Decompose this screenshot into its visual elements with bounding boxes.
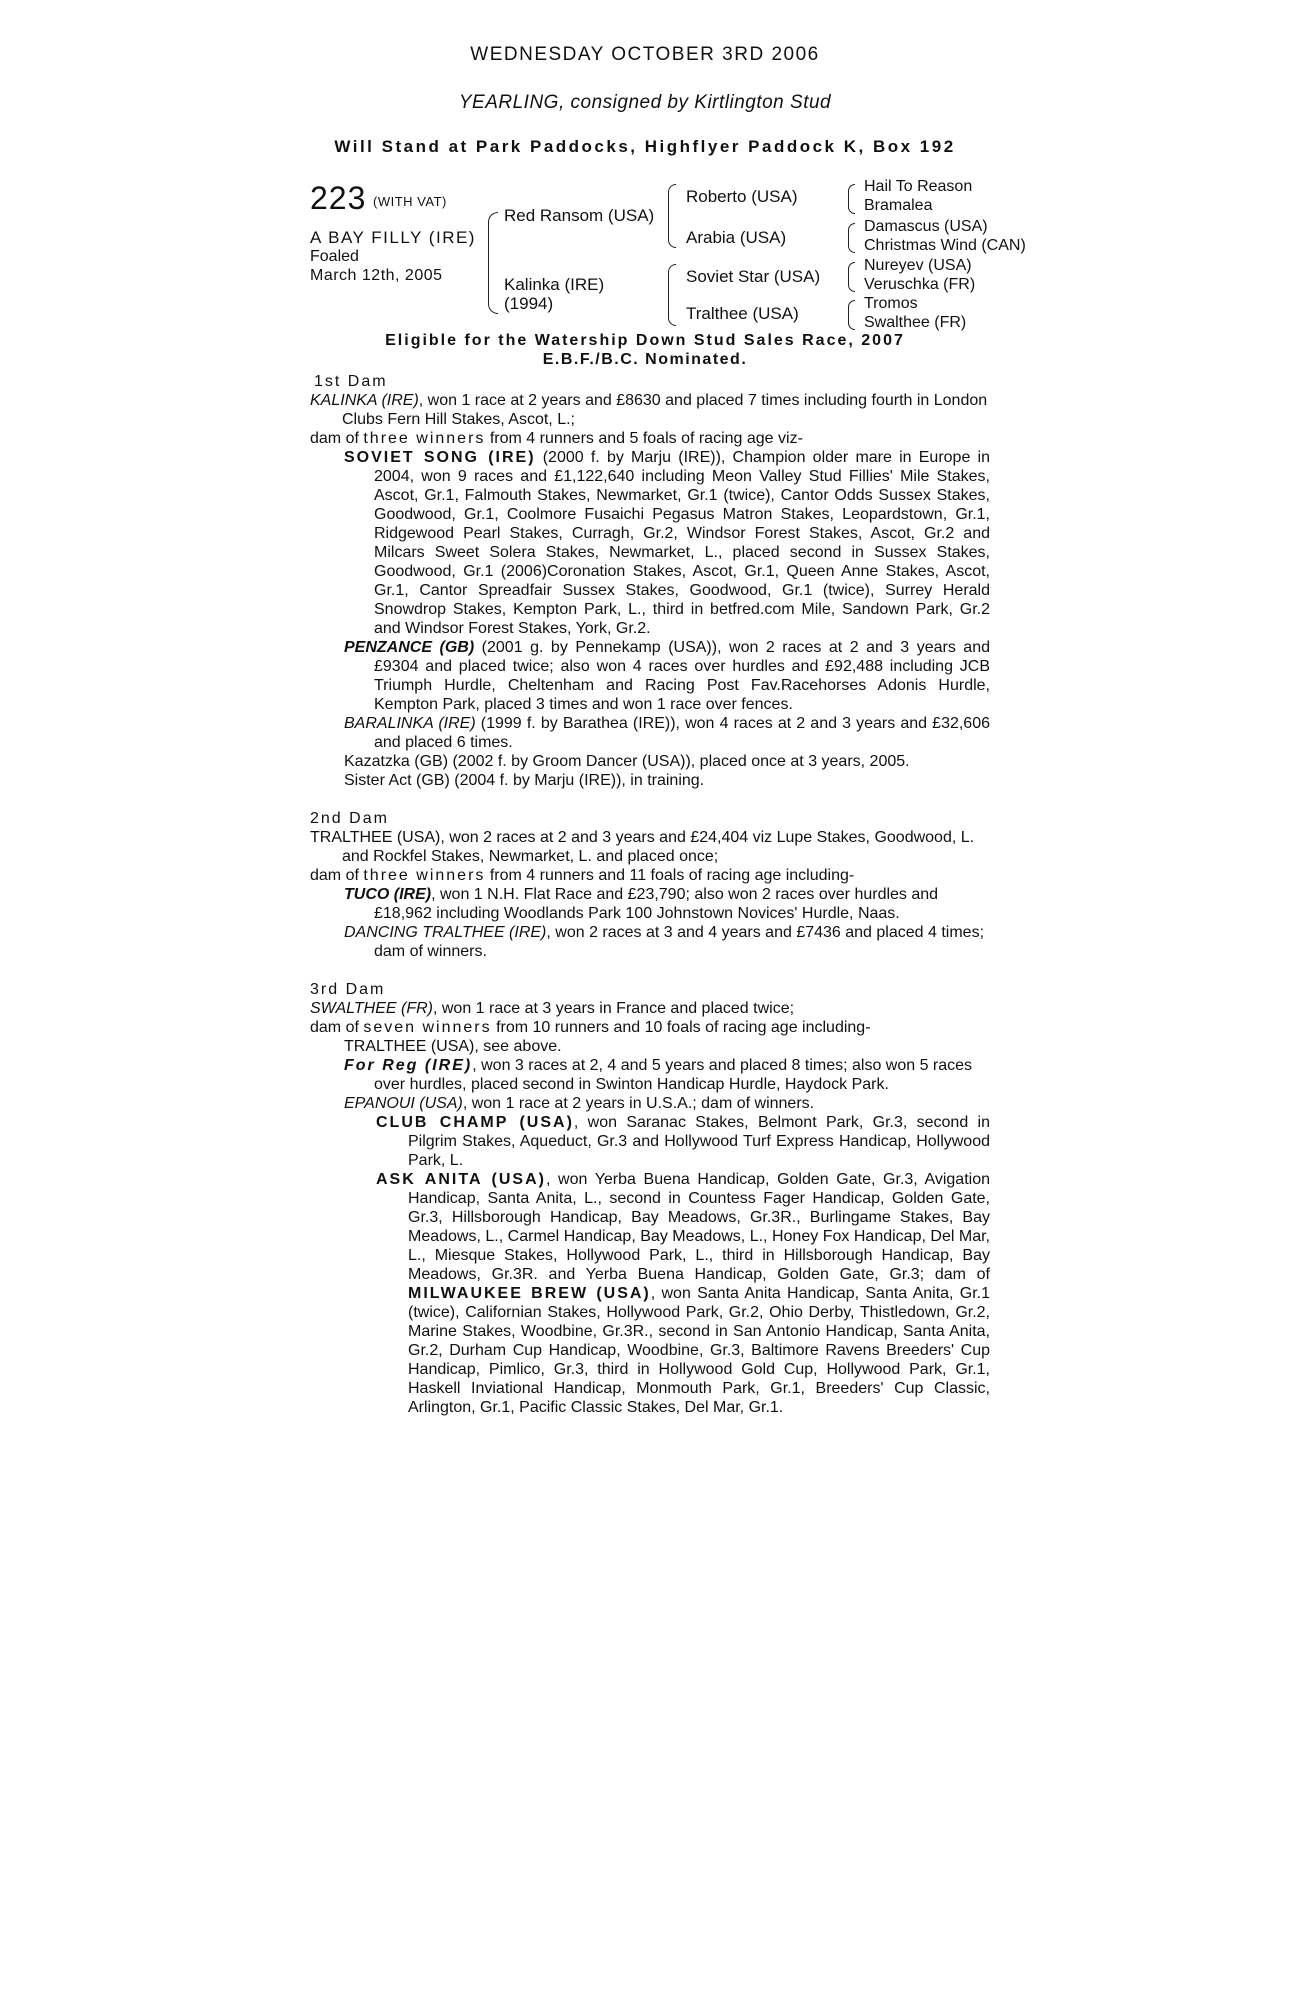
produce-kazatzka: Kazatzka (GB) (2002 f. by Groom Dancer (USA)), placed once at 3 years, 2005. — [344, 753, 910, 770]
epanoui-name: EPANOUI (USA) — [344, 1095, 463, 1112]
lot-title: A BAY FILLY (IRE) — [310, 228, 476, 247]
pedigree-g8: Swalthee (FR) — [864, 314, 967, 331]
produce-count: three winners — [363, 430, 486, 447]
first-dam-name: KALINKA (IRE) — [310, 392, 419, 409]
tuco-name: TUCO (IRE) — [344, 886, 432, 903]
pedigree-sire-dam: Arabia (USA) — [686, 228, 787, 247]
produce-count: three winners — [363, 867, 486, 884]
produce-suffix: from 4 runners and 11 foals of racing age including- — [485, 867, 855, 884]
pedigree-sire-sire: Roberto (USA) — [686, 187, 798, 206]
pedigree-sire: Red Ransom (USA) — [504, 206, 655, 225]
produce-tuco — [344, 885, 990, 923]
dam-details — [310, 372, 990, 1417]
second-dam-text: , won 2 races at 2 and 3 years and £24,404 viz Lupe Stakes, Goodwood, L. and Rockfel Stakes, Newmarket, L. and placed once; — [342, 829, 975, 865]
ask-anita-text: , won Yerba Buena Handicap, Golden Gate, Gr.3, Avigation Handicap, Santa Anita, L., second in Countess Fager Handicap, Golden Gate, Gr.3, Hillsborough Handicap, Bay Meadows, Gr.3R., Burlingame Stakes, Bay Meadows, L., Carmel Handicap, Bay Meadows, L., Honey Fox Handicap, Del Mar, L., Miesque Stakes, Hollywood Park, L., third in Hillsborough Handicap, Bay Meadows, Gr.3R. and Yerba Buena Handicap, Golden Gate, Gr.3; dam of — [408, 1171, 990, 1283]
produce-suffix: from 10 runners and 10 foals of racing age including- — [491, 1019, 871, 1036]
pedigree-g2: Bramalea — [864, 197, 933, 214]
pedigree-g1: Hail To Reason — [864, 178, 973, 195]
consignment-line: YEARLING, consigned by Kirtlington Stud — [458, 92, 832, 113]
soviet-song-name: SOVIET SONG (IRE) — [344, 449, 536, 466]
tralthee-text: , see above. — [474, 1038, 562, 1055]
produce-dancing-tralthee — [344, 923, 990, 961]
first-dam-text: , won 1 race at 2 years and £8630 and placed 7 times including fourth in London Clubs Fern Hill Stakes, Ascot, L.; — [342, 392, 988, 428]
third-dam-produce — [310, 1018, 990, 1037]
first-dam-heading: 1st Dam — [314, 373, 388, 390]
baralinka-name: BARALINKA (IRE) — [344, 715, 476, 732]
first-dam-produce — [310, 429, 990, 448]
milwaukee-brew-text: , won Santa Anita Handicap, Santa Anita, Gr.1 (twice), Californian Stakes, Hollywood Park, Gr.2, Ohio Derby, Thistledown, Gr.2, Marine Stakes, Woodbine, Gr.3R., second in San Antonio Handicap, Santa Anita, Gr.2, Durham Cup Handicap, Woodbine, Gr.3, Baltimore Ravens Breeders' Cup Handicap, Pimlico, Gr.3, third in Hollywood Gold Cup, Hollywood Park, Gr.1, Haskell Inviational Handicap, Monmouth Park, Gr.1, Breeders' Cup Classic, Arlington, Gr.1, Pacific Classic Stakes, Del Mar, Gr.1. — [408, 1285, 990, 1416]
pedigree-bracket-g4 — [848, 300, 855, 330]
club-champ-text: , won Saranac Stakes, Belmont Park, Gr.3, second in Pilgrim Stakes, Aqueduct, Gr.3 and Hollywood Turf Express Handicap, Hollywood Park, L. — [408, 1114, 991, 1169]
third-dam-heading: 3rd Dam — [310, 981, 386, 998]
foaled-date: March 12th, 2005 — [310, 267, 443, 284]
ask-anita-name: ASK ANITA (USA) — [376, 1171, 546, 1188]
dancing-tralthee-text: , won 2 races at 3 and 4 years and £7436 and placed 4 times; dam of winners. — [374, 924, 985, 960]
produce-prefix: dam of — [310, 867, 364, 884]
third-dam-text: , won 1 race at 3 years in France and placed twice; — [432, 1000, 795, 1017]
produce-baralinka — [344, 714, 990, 752]
produce-tralthee — [344, 1037, 990, 1056]
foaled-label: Foaled — [310, 248, 359, 265]
penzance-name: PENZANCE (GB) — [344, 639, 475, 656]
third-dam-record — [310, 999, 990, 1018]
produce-suffix: from 4 runners and 5 foals of racing age viz- — [485, 430, 803, 447]
nomination-line: E.B.F./B.C. Nominated. — [542, 351, 748, 368]
second-dam-heading: 2nd Dam — [310, 810, 389, 827]
pedigree-g7: Tromos — [864, 295, 918, 312]
pedigree-g5: Nureyev (USA) — [864, 257, 972, 274]
first-dam-record — [310, 391, 990, 429]
pedigree-dam-sire: Soviet Star (USA) — [686, 267, 821, 286]
pedigree-bracket-g3 — [848, 262, 855, 292]
pedigree-g6: Veruschka (FR) — [864, 276, 976, 293]
pedigree-bracket-sire — [668, 184, 676, 248]
produce-count: seven winners — [363, 1019, 492, 1036]
tuco-text: , won 1 N.H. Flat Race and £23,790; also won 2 races over hurdles and £18,962 including Woodlands Park 100 Johnstown Novices' Hurdle, Naas. — [374, 886, 939, 922]
for-reg-text: , won 3 races at 2, 4 and 5 years and placed 8 times; also won 5 races over hurdles, placed second in Swinton Handicap Hurdle, Haydock Park. — [374, 1057, 973, 1093]
sale-date: WEDNESDAY OCTOBER 3RD 2006 — [470, 44, 820, 65]
eligibility-line: Eligible for the Watership Down Stud Sales Race, 2007 — [385, 332, 905, 349]
soviet-song-text: (2000 f. by Marju (IRE)), Champion older mare in Europe in 2004, won 9 races and £1,122,640 including Meon Valley Stud Fillies' Mile Stakes, Ascot, Gr.1, Falmouth Stakes, Newmarket, Gr.1 (twice), Cantor Odds Sussex Stakes, Goodwood, Gr.1, Coolmore Fusaichi Pegasus Matron Stakes, Leopardstown, Gr.1, Ridgewood Pearl Stakes, Curragh, Gr.2, Windsor Forest Stakes, Ascot, Gr.2 and Milcars Sweet Solera Stakes, Newmarket, L., placed second in Sussex Stakes, Goodwood, Gr.1 (2006)Coronation Stakes, Ascot, Gr.1, Queen Anne Stakes, Ascot, Gr.1, Cantor Spreadfair Sussex Stakes, Goodwood, Gr.1 (twice), Surrey Herald Snowdrop Stakes, Kempton Park, L., third in betfred.com Mile, Sandown Park, Gr.2 and Windsor Forest Stakes, York, Gr.2. — [374, 449, 991, 637]
produce-club-champ — [376, 1113, 990, 1170]
tralthee-name: TRALTHEE (USA) — [344, 1038, 475, 1055]
produce-for-reg — [344, 1056, 990, 1094]
produce-sister-act: Sister Act (GB) (2004 f. by Marju (IRE)), in training. — [344, 772, 705, 789]
lot-number: 223 — [310, 180, 367, 216]
second-dam-name: TRALTHEE (USA) — [310, 829, 441, 846]
pedigree-dam-year: (1994) — [504, 294, 554, 313]
milwaukee-brew-name: MILWAUKEE BREW (USA) — [408, 1285, 651, 1302]
stand-location: Will Stand at Park Paddocks, Highflyer Paddock K, Box 192 — [334, 137, 956, 156]
pedigree-g4: Christmas Wind (CAN) — [864, 237, 1026, 254]
produce-ask-anita — [376, 1170, 990, 1417]
produce-soviet-song — [344, 448, 990, 638]
baralinka-text: (1999 f. by Barathea (IRE)), won 4 races at 2 and 3 years and £32,606 and placed 6 times. — [374, 715, 991, 751]
for-reg-name: For Reg (IRE) — [344, 1057, 473, 1074]
pedigree-bracket-main — [488, 212, 498, 314]
pedigree-bracket-dam — [668, 264, 676, 326]
produce-prefix: dam of — [310, 430, 364, 447]
produce-penzance — [344, 638, 990, 714]
pedigree-bracket-g2 — [848, 223, 855, 253]
pedigree-bracket-g1 — [848, 184, 855, 214]
vat-note: (WITH VAT) — [373, 194, 447, 209]
pedigree-dam: Kalinka (IRE) — [504, 275, 605, 294]
epanoui-text: , won 1 race at 2 years in U.S.A.; dam of winners. — [462, 1095, 815, 1112]
produce-epanoui — [344, 1094, 990, 1113]
pedigree-g3: Damascus (USA) — [864, 218, 988, 235]
second-dam-record — [310, 828, 990, 866]
third-dam-name: SWALTHEE (FR) — [310, 1000, 433, 1017]
dancing-tralthee-name: DANCING TRALTHEE (IRE) — [344, 924, 547, 941]
pedigree-dam-dam: Tralthee (USA) — [686, 304, 799, 323]
produce-prefix: dam of — [310, 1019, 364, 1036]
penzance-text: (2001 g. by Pennekamp (USA)), won 2 races at 2 and 3 years and £9304 and placed twice; also won 4 races over hurdles and £92,488 including JCB Triumph Hurdle, Cheltenham and Racing Post Fav.Racehorses Adonis Hurdle, Kempton Park, placed 3 times and won 1 race over fences. — [374, 639, 991, 713]
club-champ-name: CLUB CHAMP (USA) — [376, 1114, 574, 1131]
second-dam-produce — [310, 866, 990, 885]
